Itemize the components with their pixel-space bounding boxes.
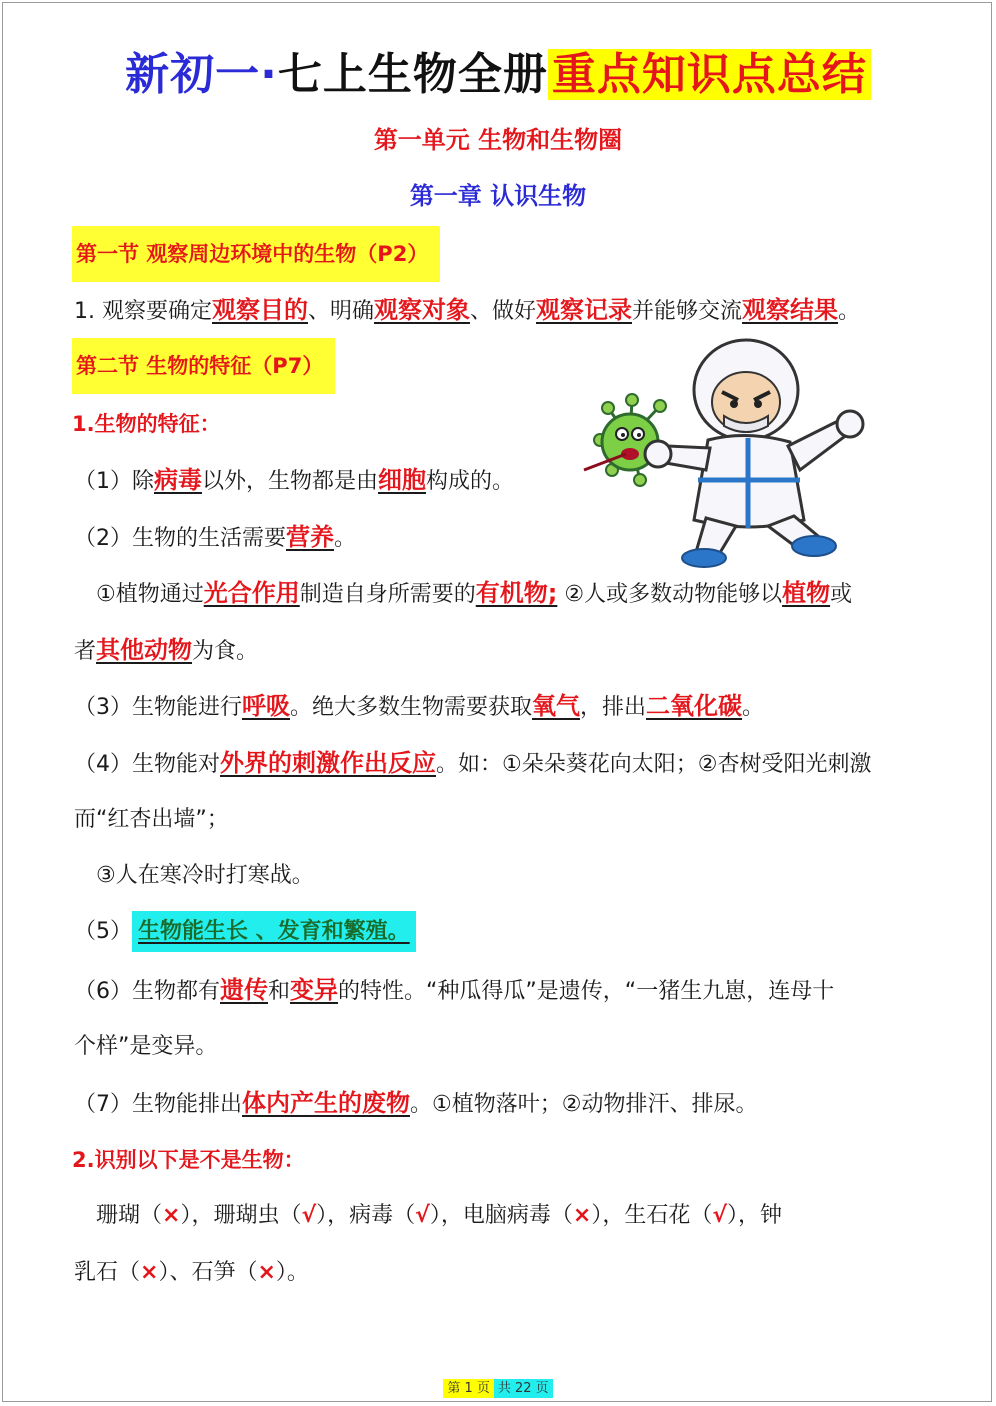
feature-2-detail	[96, 577, 852, 611]
chapter-heading: 第一章 认识生物	[409, 182, 587, 210]
keyword: 观察目的	[211, 296, 308, 324]
check-mark: √	[301, 1203, 317, 1228]
text: ）。	[275, 1260, 309, 1285]
keyword: 光合作用	[203, 579, 300, 607]
keyword: 氧气	[532, 692, 581, 720]
text: （2）生物的生活需要	[74, 526, 286, 551]
text: ，排出	[580, 695, 647, 720]
text: 。	[334, 526, 357, 551]
keyword: 营养	[286, 523, 334, 551]
page-footer	[0, 1378, 996, 1400]
keyword: 变异	[290, 976, 339, 1004]
identify-line-2	[74, 1257, 309, 1289]
cross-mark: ×	[162, 1203, 181, 1228]
feature-4	[74, 747, 871, 781]
page-number: 第 1 页	[443, 1379, 494, 1398]
text: 以外，生物都是由	[202, 469, 379, 494]
virus-icon	[584, 394, 666, 486]
feature-2	[74, 521, 356, 555]
section-1-heading: 第一节 观察周边环境中的生物（P2）	[72, 226, 440, 282]
page-title	[0, 42, 996, 108]
text: 者	[74, 639, 97, 664]
check-mark: √	[712, 1203, 728, 1228]
text: ），珊瑚虫（	[180, 1203, 302, 1228]
feature-6-cont: 个样”是变异。	[74, 1034, 218, 1059]
keyword: 体内产生的废物	[242, 1089, 410, 1117]
subheading-features: 1.生物的特征：	[72, 412, 221, 436]
text: ），病毒（	[316, 1203, 416, 1228]
keyword: 有机物;	[475, 579, 558, 607]
unit-heading: 第一单元 生物和生物圈	[373, 126, 623, 154]
keyword: 其他动物	[96, 636, 193, 664]
text: 和	[268, 979, 291, 1004]
text: 或	[830, 582, 853, 607]
hazmat-fighter-virus-illustration	[568, 330, 920, 572]
keyword: 二氧化碳	[646, 692, 743, 720]
keyword: 观察对象	[374, 296, 470, 324]
text: 为食。	[192, 639, 259, 664]
text: 制造自身所需要的	[299, 582, 476, 607]
title-highlight: 重点知识点总结	[548, 49, 871, 100]
feature-4-cont: 而“红杏出墙”；	[74, 807, 229, 832]
cross-mark: ×	[572, 1203, 592, 1228]
text: 的特性。“种瓜得瓜”是遗传，“一猪生九崽，连母十	[338, 979, 835, 1004]
feature-1	[74, 464, 514, 498]
feature-5	[74, 916, 416, 948]
title-part-2: 七上生物全册	[277, 49, 548, 100]
text: 、明确	[307, 299, 374, 324]
subheading-identify: 2.识别以下是不是生物：	[72, 1148, 305, 1172]
keyword: 细胞	[378, 466, 427, 494]
feature-2-detail-cont	[74, 634, 258, 668]
text: ），生石花（	[591, 1203, 713, 1228]
text: ②人或多数动物能够以	[557, 582, 783, 607]
identify-line-1	[96, 1200, 782, 1232]
text: ），电脑病毒（	[429, 1203, 573, 1228]
section-2-heading: 第二节 生物的特征（P7）	[72, 338, 335, 394]
page-total: 共 22 页	[494, 1379, 553, 1398]
feature-3	[74, 690, 764, 724]
text: 。绝大多数生物需要获取	[290, 695, 533, 720]
keyword: 外界的刺激作出反应	[220, 749, 436, 777]
text: 、做好	[470, 299, 537, 324]
text: ），钟	[727, 1203, 783, 1228]
text: （4）生物能对	[74, 752, 220, 777]
keyword: 遗传	[220, 976, 268, 1004]
title-part-1: 新初一·	[125, 49, 278, 100]
paragraph-observe	[74, 294, 860, 328]
cross-mark: ×	[257, 1260, 276, 1285]
text: （5）	[74, 919, 132, 944]
feature-4-example: ③人在寒冷时打寒战。	[96, 863, 314, 888]
feature-7	[74, 1087, 757, 1121]
hazmat-fighter-icon	[645, 340, 863, 567]
keyword: 观察结果	[742, 296, 839, 324]
keyword: 观察记录	[536, 296, 633, 324]
text: 并能够交流	[632, 299, 743, 324]
text: （7）生物能排出	[74, 1092, 242, 1117]
keyword-highlight: 生物能生长 、发育和繁殖。	[132, 911, 416, 952]
text: 构成的。	[426, 469, 515, 494]
text: 乳石（	[74, 1260, 141, 1285]
text: （6）生物都有	[74, 979, 220, 1004]
text: 珊瑚（	[96, 1203, 163, 1228]
keyword: 呼吸	[242, 692, 290, 720]
text: （1）除	[74, 469, 154, 494]
keyword: 病毒	[154, 466, 202, 494]
text: ）、石笋（	[158, 1260, 258, 1285]
feature-6	[74, 974, 834, 1008]
text: 。	[838, 299, 861, 324]
text: 。如：①朵朵葵花向太阳；②杏树受阳光刺激	[436, 752, 872, 777]
keyword: 植物	[782, 579, 831, 607]
check-mark: √	[415, 1203, 430, 1228]
cross-mark: ×	[140, 1260, 159, 1285]
text: （3）生物能进行	[74, 695, 242, 720]
text: ①植物通过	[96, 582, 204, 607]
text: 。①植物落叶；②动物排汗、排尿。	[410, 1092, 758, 1117]
text: 。	[742, 695, 765, 720]
text: 1. 观察要确定	[74, 299, 212, 324]
